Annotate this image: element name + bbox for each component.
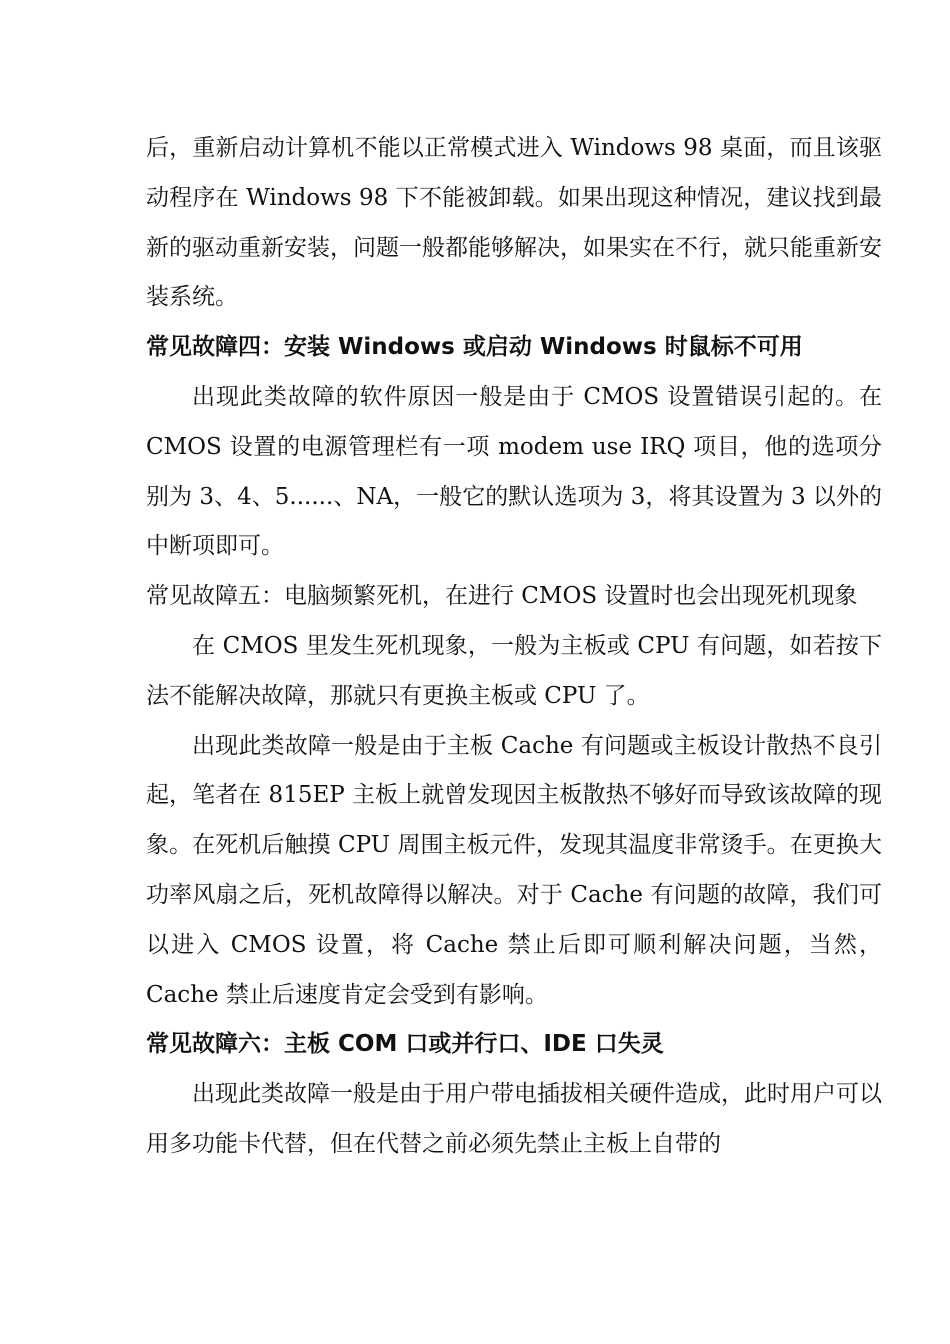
heading-fault-four: 常见故障四：安装 Windows 或启动 Windows 时鼠标不可用	[146, 334, 803, 361]
paragraph-fault-six: 出现此类故障一般是由于用户带电插拔相关硬件造成，此时用户可以用多功能卡代替，但在代替之前必须先禁止主板上自带的	[146, 1081, 882, 1157]
paragraph-fault-five-a: 在 CMOS 里发生死机现象，一般为主板或 CPU 有问题，如若按下法不能解决故障，那就只有更换主板或 CPU 了。	[146, 632, 882, 709]
heading-fault-six: 常见故障六：主板 COM 口或并行口、IDE 口失灵	[146, 1031, 664, 1058]
document-body	[146, 124, 882, 1170]
paragraph-fault-four: 出现此类故障的软件原因一般是由于 CMOS 设置错误引起的。在 CMOS 设置的电源管理栏有一项 modem use IRQ 项目，他的选项分别为 3、4、5......、NA，一般它的默认选项为 3，将其设置为 3 以外的中断项即可。	[146, 383, 882, 560]
paragraph-continuation: 后，重新启动计算机不能以正常模式进入 Windows 98 桌面，而且该驱动程序在 Windows 98 下不能被卸载。如果出现这种情况，建议找到最新的驱动重新安装，问题一般都能够解决，如果实在不行，就只能重新安装系统。	[146, 135, 882, 311]
paragraph-fault-five-b: 出现此类故障一般是由于主板 Cache 有问题或主板设计散热不良引起，笔者在 815EP 主板上就曾发现因主板散热不够好而导致该故障的现象。在死机后触摸 CPU 周围主板元件，发现其温度非常烫手。在更换大功率风扇之后，死机故障得以解决。对于 Cache 有问题的故障，我们可以进入 CMOS 设置，将 Cache 禁止后即可顺利解决问题，当然，Cache 禁止后速度肯定会受到有影响。	[146, 732, 882, 1008]
heading-fault-five: 常见故障五：电脑频繁死机，在进行 CMOS 设置时也会出现死机现象	[146, 583, 858, 610]
